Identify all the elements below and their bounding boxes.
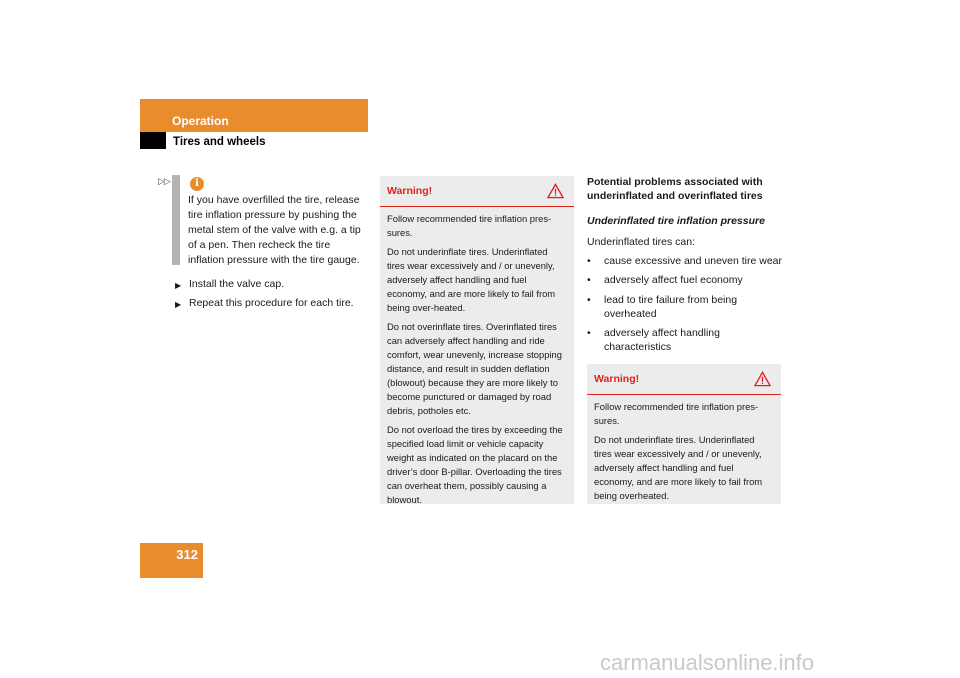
warning-title: Warning! [387,185,433,197]
list-item [587,293,787,323]
warning-paragraph: Do not overload the tires by exceeding the specified load limit or vehicle capacity weight as indicated on the placard on the driver’s door B-pillar. Overloading the tires can overheat them, possibly causing a blowout. [387,424,563,505]
step-marker-icon: ▶ [175,300,182,309]
warning-triangle-icon [754,371,771,387]
step-text: Repeat this procedure for each tire. [189,297,354,309]
step-text: Install the valve cap. [189,278,285,290]
step-item [175,296,365,311]
warning-box [587,364,781,504]
bullet-icon: • [587,255,591,267]
warning-triangle-icon [547,183,564,199]
list-item-text: adversely affect handling characteristics [604,327,720,353]
list-item [587,326,787,356]
info-icon: i [190,177,204,191]
continuation-mark: ▷▷ [158,176,170,186]
problems-heading: Potential problems associated with underinflated and overinflated tires [587,176,763,202]
warning-paragraph: Follow recommended tire inflation pres-sures. [594,401,759,426]
warning-body [594,400,774,508]
page-number: 312 [176,547,198,562]
warning-paragraph: Follow recommended tire inflation pres-sures. [387,213,552,238]
list-item-text: cause excessive and uneven tire wear [604,255,783,267]
list-item [587,254,787,269]
underinflated-intro: Underinflated tires can: [587,236,695,248]
warning-header [380,176,574,207]
warning-box [380,176,574,504]
warning-paragraph: Do not underinflate tires. Underinflated tires wear excessively and / or unevenly, adversely affect handling and fuel economy, and are more likely to fail from being over-heated. [387,246,556,313]
step-item [175,277,365,292]
warning-header [587,364,781,395]
bullet-icon: • [587,294,591,306]
section-tab-marker [140,132,166,149]
list-item [587,273,787,288]
bullet-icon: • [587,274,591,286]
section-title: Operation [172,114,229,128]
warning-body [387,212,567,512]
list-item-text: adversely affect fuel economy [604,274,743,286]
list-item-text: lead to tire failure from being overheated [604,294,738,320]
subsection-title: Tires and wheels [173,136,266,148]
step-marker-icon: ▶ [175,281,182,290]
info-note-bar [172,175,180,265]
info-note-text: If you have overfilled the tire, release tire inflation pressure by pushing the metal stem of the valve with e.g. a tip of a pen. Then recheck the tire inflation pressure with the tire gauge. [188,194,361,266]
warning-paragraph: Do not overinflate tires. Overinflated tires can adversely affect handling and ride comfort, wear unevenly, increase stopping distance, and result in sudden deflation (blowout) because they are more likely to become punctured or damaged by road debris, potholes etc. [387,321,562,416]
watermark: carmanualsonline.info [600,650,815,675]
warning-paragraph: Do not underinflate tires. Underinflated tires wear excessively and / or unevenly, adversely affect handling and fuel economy, and are more likely to fail from being overheated. [594,434,763,501]
warning-title: Warning! [594,373,640,385]
bullet-icon: • [587,327,591,339]
underinflated-subheading: Underinflated tire inflation pressure [587,215,765,227]
